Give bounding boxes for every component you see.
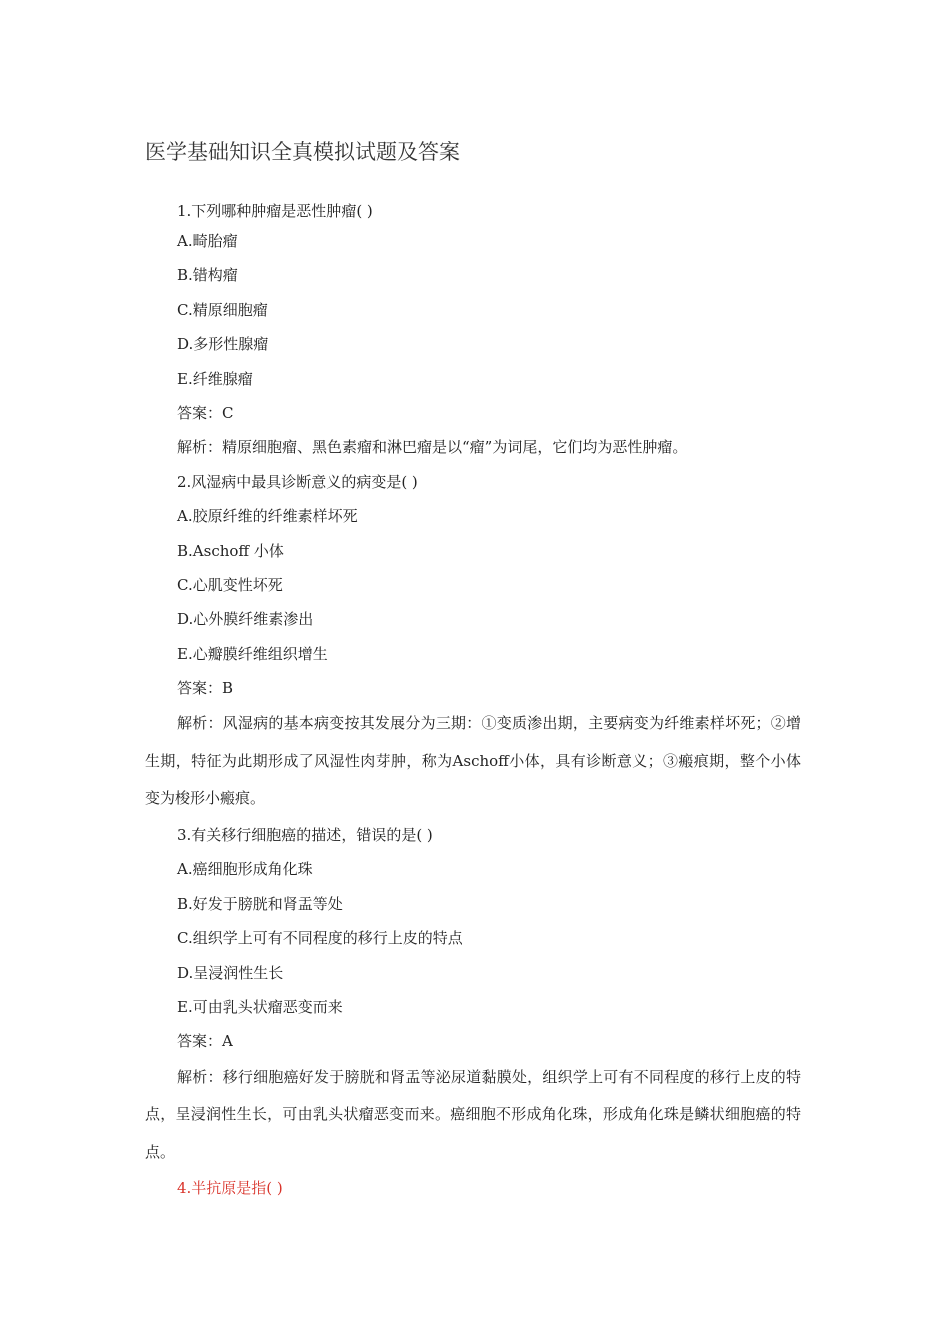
question-3-option-d: D.呈浸润性生长 xyxy=(177,963,284,982)
question-1-analysis: 解析：精原细胞瘤、黑色素瘤和淋巴瘤是以“瘤”为词尾，它们均为恶性肿瘤。 xyxy=(177,438,688,457)
question-2-option-c: C.心肌变性坏死 xyxy=(177,575,283,594)
question-4-stem: 4.半抗原是指( ) xyxy=(177,1179,283,1198)
question-3-option-c: C.组织学上可有不同程度的移行上皮的特点 xyxy=(177,929,463,948)
question-1-option-a: A.畸胎瘤 xyxy=(177,232,238,250)
question-2-analysis: 解析：风湿病的基本病变按其发展分为三期：①变质渗出期，主要病变为纤维素样坏死；②增生期，特征为此期形成了风湿性肉芽肿，称为Aschoff小体，具有诊断意义；③瘢痕期，整个小体变为梭形小瘢痕。 xyxy=(145,714,801,808)
question-2-option-d: D.心外膜纤维素渗出 xyxy=(177,610,314,629)
question-3-option-a: A.癌细胞形成角化珠 xyxy=(177,860,313,879)
question-1-option-d: D.多形性腺瘤 xyxy=(177,335,269,354)
question-1-option-b: B.错构瘤 xyxy=(177,266,238,285)
question-1-option-c: C.精原细胞瘤 xyxy=(177,300,268,319)
question-2-option-b: B.Aschoff 小体 xyxy=(177,541,284,560)
document-body xyxy=(145,198,801,1206)
question-2-stem: 2.风湿病中最具诊断意义的病变是( ) xyxy=(177,472,418,491)
question-3-analysis: 解析：移行细胞癌好发于膀胱和肾盂等泌尿道黏膜处，组织学上可有不同程度的移行上皮的特点，呈浸润性生长，可由乳头状瘤恶变而来。癌细胞不形成角化珠，形成角化珠是鳞状细胞癌的特点。 xyxy=(145,1067,801,1161)
question-3-stem: 3.有关移行细胞癌的描述，错误的是( ) xyxy=(177,825,433,844)
question-1-answer: 答案：C xyxy=(177,403,234,422)
question-3-option-e: E.可由乳头状瘤恶变而来 xyxy=(177,997,343,1016)
question-3-answer: 答案：A xyxy=(177,1032,233,1051)
question-2-option-a: A.胶原纤维的纤维素样坏死 xyxy=(177,507,358,526)
question-3-option-b: B.好发于膀胱和肾盂等处 xyxy=(177,894,343,913)
question-1-stem: 1.下列哪种肿瘤是恶性肿瘤( ) xyxy=(177,202,373,220)
question-1-option-e: E.纤维腺瘤 xyxy=(177,369,253,388)
question-2-answer: 答案：B xyxy=(177,679,234,698)
document-title: 医学基础知识全真模拟试题及答案 xyxy=(145,140,460,164)
question-2-option-e: E.心瓣膜纤维组织增生 xyxy=(177,644,328,663)
